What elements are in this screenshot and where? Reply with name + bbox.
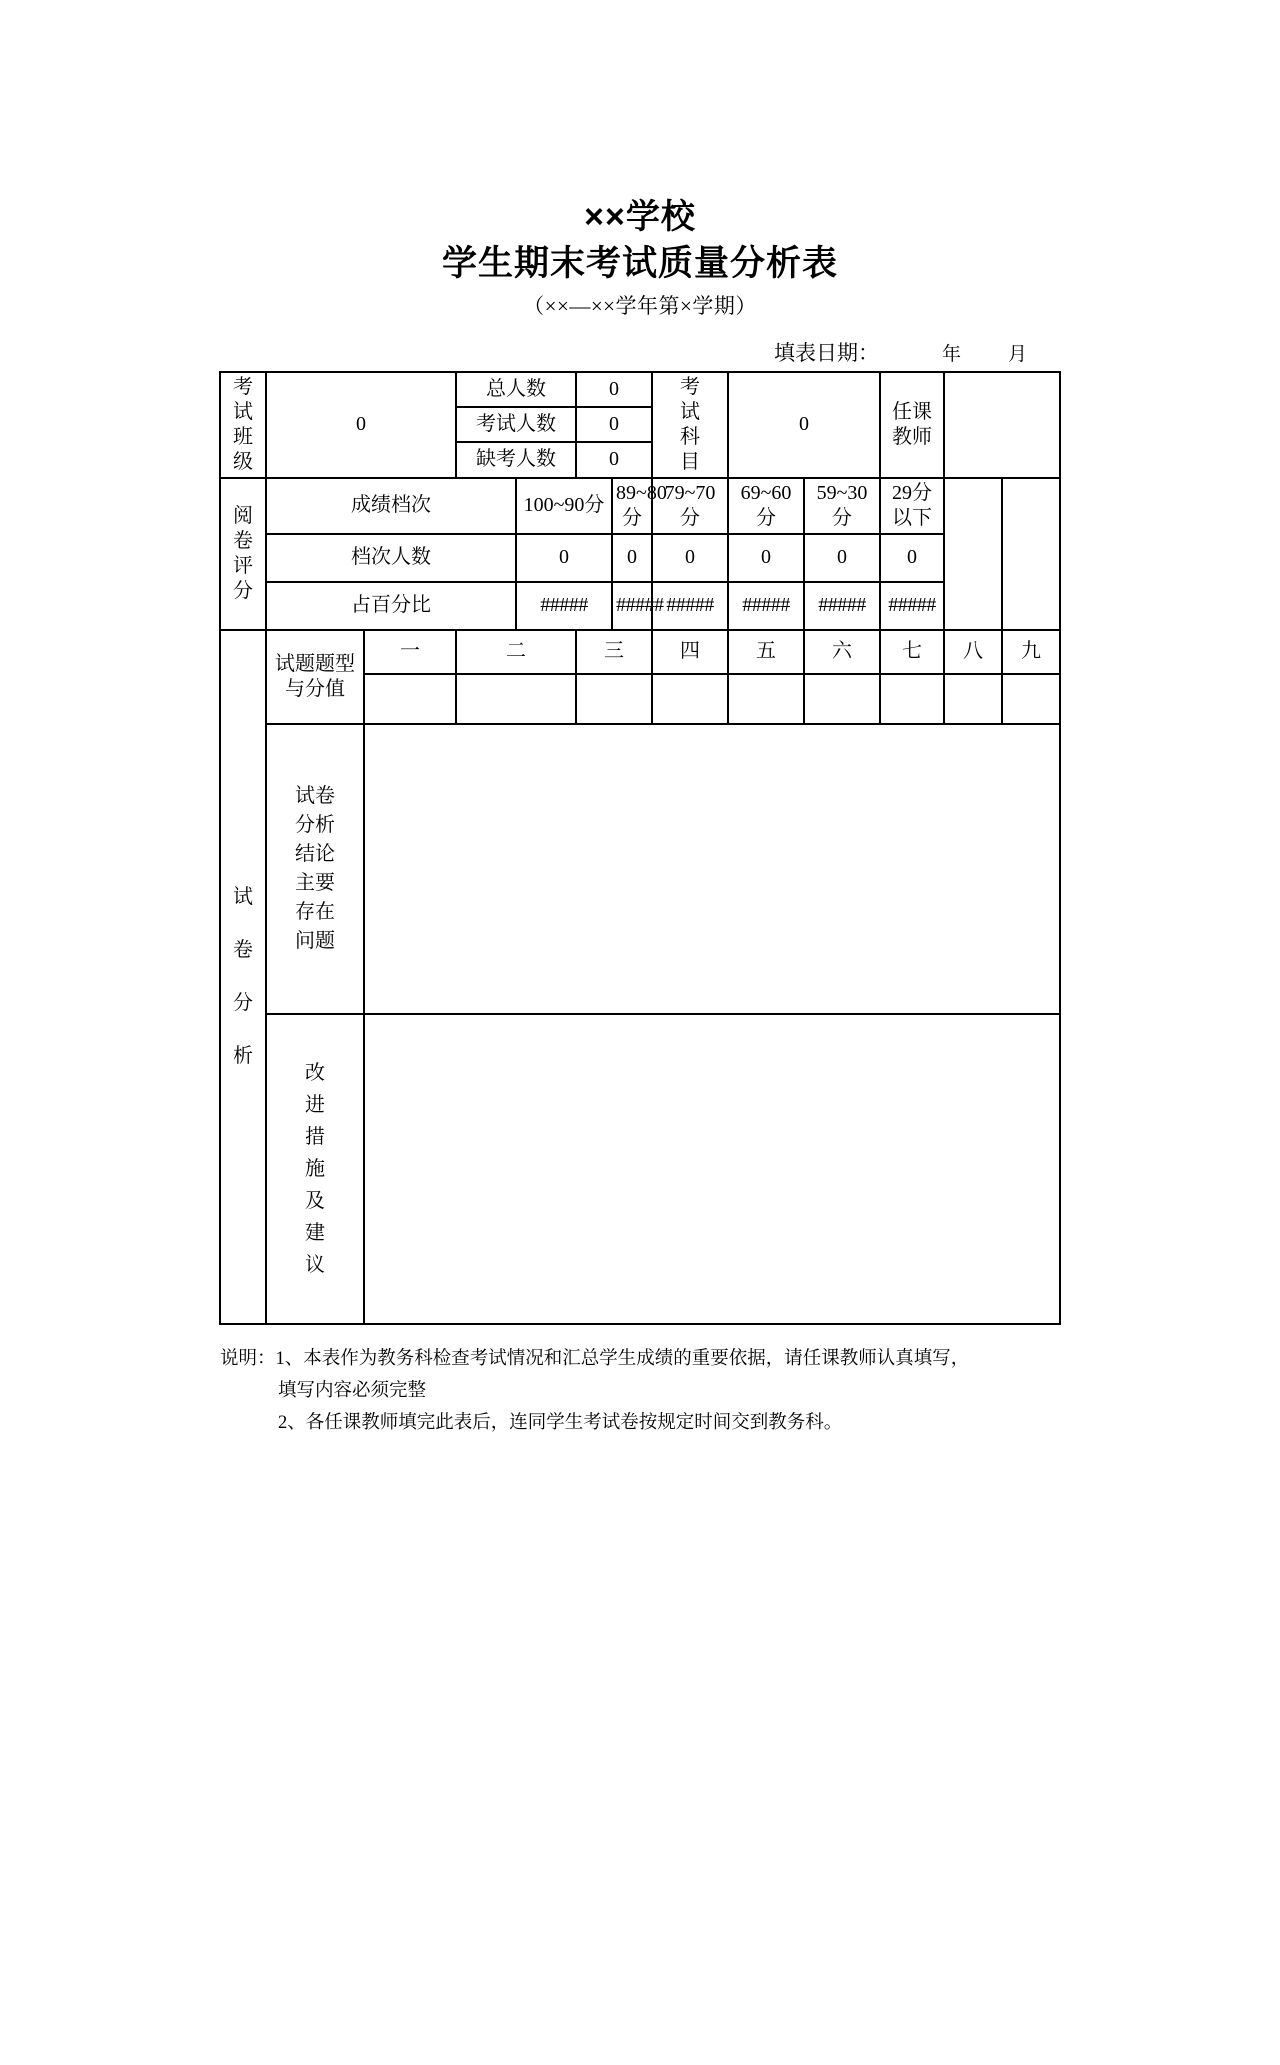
footer-notes: [220, 1343, 1060, 1440]
conclusion-label-char-1: 试卷: [295, 784, 335, 807]
improvement-value-cell[interactable]: [364, 1014, 1060, 1324]
question-value-6[interactable]: [804, 674, 880, 724]
note-1-line-2: 填写内容必须完整: [278, 1380, 427, 1401]
question-number-8: 八: [944, 630, 1002, 674]
total-count-value[interactable]: 0: [576, 372, 652, 407]
question-type-label-line1: 试题题型: [275, 652, 355, 675]
question-number-1: 一: [364, 630, 456, 674]
improvement-label-char-2: 进: [305, 1093, 325, 1116]
fill-date-line: [220, 337, 1060, 367]
question-type-label: [266, 630, 364, 724]
teacher-label-part-1: 任课: [892, 400, 932, 423]
table-row-question-numbers: [220, 630, 1060, 674]
question-number-2: 二: [456, 630, 576, 674]
band-percent-2[interactable]: #####: [612, 582, 652, 630]
question-number-9: 九: [1002, 630, 1060, 674]
conclusion-label-cell: [266, 724, 364, 1014]
note-item-1: [220, 1343, 1060, 1375]
subject-label-char-1: 考: [680, 375, 700, 398]
question-value-2[interactable]: [456, 674, 576, 724]
scoring-section-label: [220, 478, 266, 630]
band-count-6[interactable]: 0: [880, 534, 944, 582]
grade-band-row-label: 成绩档次: [266, 478, 516, 534]
scoring-label-char-1: 阅: [233, 504, 253, 527]
class-label-char-4: 级: [233, 450, 253, 473]
paper-label-char-4: 析: [233, 1044, 253, 1067]
exam-count-label: 考试人数: [456, 407, 576, 442]
question-number-4: 四: [652, 630, 728, 674]
absent-count-label: 缺考人数: [456, 442, 576, 477]
band-count-1[interactable]: 0: [516, 534, 612, 582]
question-value-5[interactable]: [728, 674, 804, 724]
question-value-3[interactable]: [576, 674, 652, 724]
improvement-label-char-7: 议: [305, 1253, 325, 1276]
band-count-5[interactable]: 0: [804, 534, 880, 582]
grade-band-2: 89~80分: [612, 478, 652, 534]
class-label-char-1: 考: [233, 375, 253, 398]
question-number-6: 六: [804, 630, 880, 674]
question-number-7: 七: [880, 630, 944, 674]
grade-band-5: 59~30分: [804, 478, 880, 534]
conclusion-label-char-4: 主要: [295, 871, 335, 894]
note-item-2: 2、各任课教师填完此表后，连同学生考试卷按规定时间交到教务科。: [278, 1413, 843, 1434]
band-count-row-label: 档次人数: [266, 534, 516, 582]
subject-label-cell: [652, 372, 728, 478]
question-value-9[interactable]: [1002, 674, 1060, 724]
table-row-band-percent: [220, 582, 1060, 630]
conclusion-label-char-5: 存在: [295, 900, 335, 923]
class-label-cell: [220, 372, 266, 478]
title-block: [0, 196, 1280, 323]
conclusion-value-cell[interactable]: [364, 724, 1060, 1014]
subject-label-char-3: 科: [680, 425, 700, 448]
document-page: [0, 196, 1280, 2065]
note-1-number: 1、: [275, 1348, 304, 1369]
scoring-label-char-2: 卷: [233, 529, 253, 552]
improvement-label-char-5: 及: [305, 1189, 325, 1212]
table-row-band-counts: [220, 534, 1060, 582]
band-percent-6[interactable]: #####: [880, 582, 944, 630]
grade-band-4: 69~60分: [728, 478, 804, 534]
analysis-form-table: [219, 371, 1061, 1325]
table-row-conclusion: [220, 724, 1060, 1014]
class-label-char-3: 班: [233, 425, 253, 448]
grade-band-3: 79~70分: [652, 478, 728, 534]
table-row-basic-1: [220, 372, 1060, 407]
band-percent-4[interactable]: #####: [728, 582, 804, 630]
improvement-label-char-4: 施: [305, 1157, 325, 1180]
class-label-char-2: 试: [233, 400, 253, 423]
subject-value-cell[interactable]: 0: [728, 372, 880, 478]
conclusion-label-char-6: 问题: [295, 929, 335, 952]
band-count-3[interactable]: 0: [652, 534, 728, 582]
subject-label-char-4: 目: [680, 450, 700, 473]
question-value-4[interactable]: [652, 674, 728, 724]
scoring-extra-cell-2[interactable]: [1002, 478, 1060, 630]
total-count-label: 总人数: [456, 372, 576, 407]
band-percent-3[interactable]: #####: [652, 582, 728, 630]
scoring-label-char-4: 分: [233, 579, 253, 602]
class-value-cell[interactable]: 0: [266, 372, 456, 478]
band-count-2[interactable]: 0: [612, 534, 652, 582]
paper-label-char-3: 分: [233, 991, 253, 1014]
band-percent-row-label: 占百分比: [266, 582, 516, 630]
grade-band-1: 100~90分: [516, 478, 612, 534]
absent-count-value[interactable]: 0: [576, 442, 652, 477]
question-number-5: 五: [728, 630, 804, 674]
band-count-4[interactable]: 0: [728, 534, 804, 582]
paper-label-char-2: 卷: [233, 938, 253, 961]
notes-lead-label: 说明：: [220, 1348, 276, 1369]
scoring-extra-cell-1[interactable]: [944, 478, 1002, 630]
table-row-grade-bands: [220, 478, 1060, 534]
term-subtitle: （××—××学年第×学期）: [523, 294, 757, 318]
note-1-line-1: 本表作为教务科检查考试情况和汇总学生成绩的重要依据，请任课教师认真填写，: [303, 1348, 970, 1369]
school-title: ××学校: [584, 198, 696, 236]
question-number-3: 三: [576, 630, 652, 674]
paper-analysis-section-label: [220, 630, 266, 1324]
scoring-label-char-3: 评: [233, 554, 253, 577]
form-title: 学生期末考试质量分析表: [441, 243, 838, 283]
conclusion-label-char-3: 结论: [295, 842, 335, 865]
grade-band-6: 29分以下: [880, 478, 944, 534]
conclusion-label-char-2: 分析: [295, 813, 335, 836]
table-row-improvement: [220, 1014, 1060, 1324]
improvement-label-char-1: 改: [305, 1061, 325, 1084]
exam-count-value[interactable]: 0: [576, 407, 652, 442]
teacher-label-part-2: 教师: [892, 425, 932, 448]
band-percent-1[interactable]: #####: [516, 582, 612, 630]
teacher-value-cell[interactable]: [944, 372, 1060, 478]
teacher-label-cell: [880, 372, 944, 478]
improvement-label-char-3: 措: [305, 1125, 325, 1148]
fill-date-label: 填表日期：: [774, 340, 879, 365]
question-value-7[interactable]: [880, 674, 944, 724]
subject-label-char-2: 试: [680, 400, 700, 423]
improvement-label-cell: [266, 1014, 364, 1324]
question-value-1[interactable]: [364, 674, 456, 724]
fill-date-fields[interactable]: 年 月: [942, 343, 1042, 365]
band-percent-5[interactable]: #####: [804, 582, 880, 630]
question-type-label-line2: 与分值: [285, 677, 345, 700]
paper-label-char-1: 试: [233, 885, 253, 908]
question-value-8[interactable]: [944, 674, 1002, 724]
improvement-label-char-6: 建: [305, 1221, 325, 1244]
